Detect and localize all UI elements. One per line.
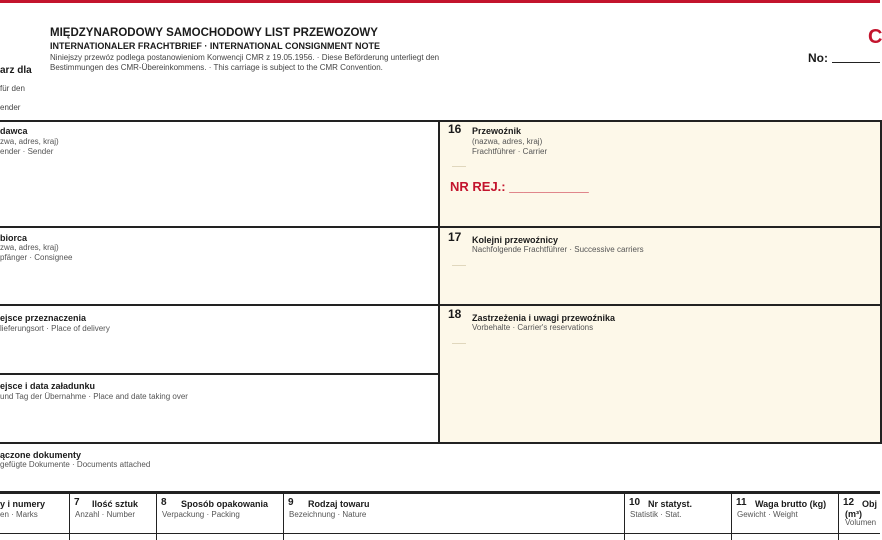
column-subtitle: Volumen [845,518,877,527]
title-german-english: INTERNATIONALER FRACHTBRIEF · INTERNATIONAL CONSIGNMENT NOTE [50,41,380,51]
delivery-sub1: lieferungsort · Place of delivery [0,324,110,333]
carrier-title: Przewoźnik [472,126,522,136]
table-header-bottom [0,533,880,534]
column-number: 11 [736,497,747,508]
successive-title: Kolejni przewoźnicy [472,235,559,245]
reservations-title: Zastrzeżenia i uwagi przewoźnika [472,313,616,323]
documents-title: ączone dokumenty [0,450,82,460]
copy-label-de: für den [0,84,25,93]
registration-number-label[interactable]: NR REJ.: ___________ [450,179,589,194]
loading-place-box[interactable] [0,373,440,444]
column-number: 8 [161,497,167,508]
delivery-place-box[interactable] [0,304,440,375]
carrier-number: 16 [448,122,462,136]
column-title: Nr statyst. [648,499,693,509]
divider-dash [452,265,466,266]
convention-notice-line2: Bestimmungen des CMR-Übereinkommens. · This carriage is subject to the CMR Convention. [50,63,383,72]
sender-sub2: ender · Sender [0,147,54,156]
carrier-reservations-box[interactable] [438,304,882,444]
document-number-label: No: [808,51,828,65]
column-number: 10 [629,497,641,508]
column-title: Sposób opakowania [181,499,269,509]
column-title: Waga brutto (kg) [755,499,827,509]
top-accent-bar [0,0,880,3]
carrier-box[interactable] [438,120,882,228]
column-title: Ilość sztuk [92,499,139,509]
delivery-title: ejsce przeznaczenia [0,313,87,323]
consignee-title: biorca [0,233,28,243]
documents-attached-area[interactable] [0,444,880,492]
sender-sub1: zwa, adres, kraj) [0,137,59,146]
column-subtitle: Gewicht · Weight [737,510,798,519]
consignee-sub2: pfänger · Consignee [0,253,73,262]
successive-sub1: Nachfolgende Frachtführer · Successive carriers [472,245,644,254]
loading-title: ejsce i data załadunku [0,381,96,391]
reservations-sub1: Vorbehalte · Carrier's reservations [472,323,594,332]
title-polish: MIĘDZYNARODOWY SAMOCHODOWY LIST PRZEWOZOWY [50,27,378,39]
column-subtitle: Anzahl · Number [75,510,136,519]
sender-title: dawca [0,126,28,136]
column-title: y i numery [0,499,46,509]
document-number-field[interactable] [832,62,880,63]
successive-number: 17 [448,230,462,244]
divider-dash [452,343,466,344]
column-number: 7 [74,497,80,508]
table-top-border [0,491,880,494]
column-title: Obj [862,499,877,509]
column-subtitle: Verpackung · Packing [162,510,240,519]
column-subtitle: Bezeichnung · Nature [289,510,367,519]
column-number: 9 [288,497,294,508]
column-title: Rodzaj towaru [308,499,370,509]
logo-fragment: C [868,26,882,48]
column-title-unit: (m³) [845,509,862,519]
sender-box[interactable] [0,120,440,228]
carrier-sub1: (nazwa, adres, kraj) [472,137,543,146]
consignee-sub1: zwa, adres, kraj) [0,243,59,252]
divider-dash [452,166,466,167]
column-subtitle: Statistik · Stat. [630,510,682,519]
reservations-number: 18 [448,307,462,321]
successive-carriers-box[interactable] [438,226,882,306]
column-subtitle: en · Marks [0,510,38,519]
convention-notice-line1: Niniejszy przewóz podlega postanowieniom Konwencji CMR z 19.05.1956. · Diese Beförderung unterliegt den [50,53,440,62]
loading-sub1: und Tag der Übernahme · Place and date taking over [0,392,188,401]
copy-label-en: ender [0,103,21,112]
copy-label: arz dla [0,65,32,76]
consignee-box[interactable] [0,228,440,306]
carrier-sub2: Frachtführer · Carrier [472,147,548,156]
documents-sub1: gefügte Dokumente · Documents attached [0,460,151,469]
column-number: 12 [843,497,855,508]
